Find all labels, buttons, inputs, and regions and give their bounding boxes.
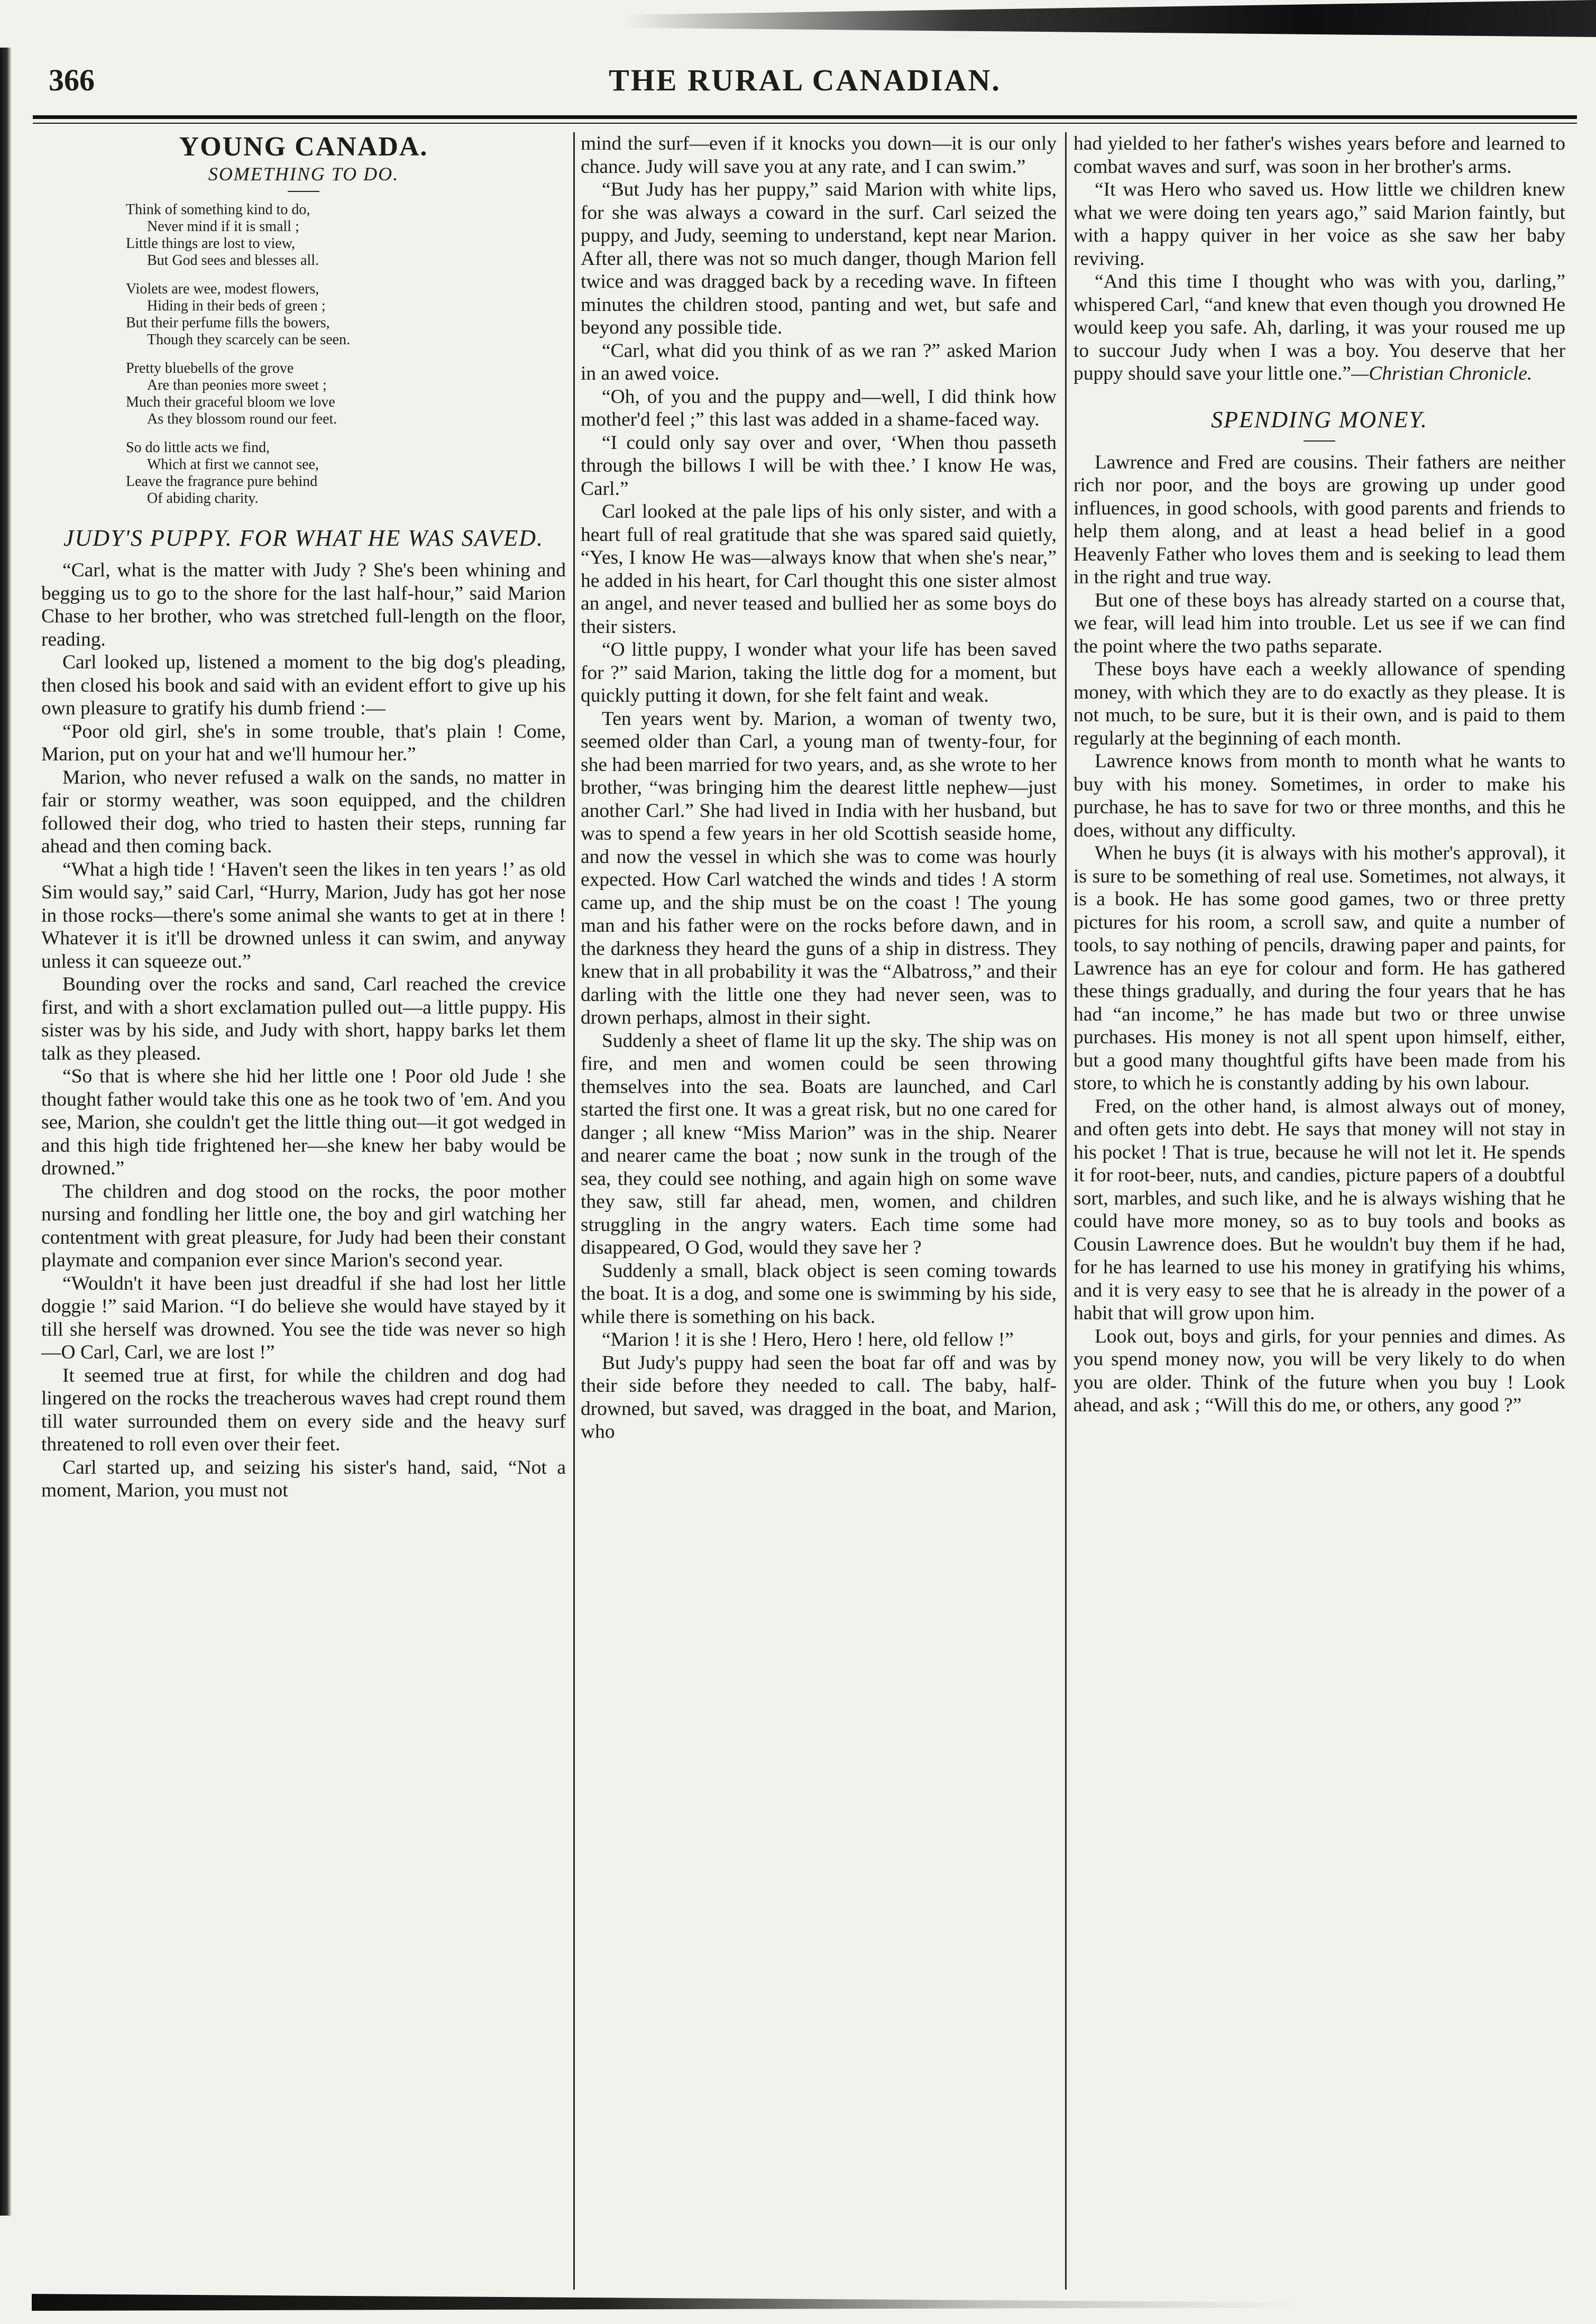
story-paragraph: Ten years went by. Marion, a woman of twenty two, seemed older than Carl, a young man of twenty-four, for she had been married for two years, and, as she wrote to her brother, “was bringing him the dearest little nephew—just another Carl.” She had lived in India with her husband, but was to spend a few years in her old Scottish seaside home, and now the vessel in which she was to come was hourly expected. How Carl watched the winds and tides ! A storm came up, and the ship must be on the coast ! The young man and his father were on the rocks before dawn, and in the darkness they heard the guns of a ship in distress. They knew that in all probability it was the “Albatross,” and their darling with the little one they had never seen, was to drown perhaps, almost in their sight. [581, 708, 1057, 1028]
story-paragraph: Bounding over the rocks and sand, Carl reached the crevice first, and with a short exclamation pulled out—a little puppy. His sister was by his side, and Judy with short, happy barks let them talk as they pleased. [41, 973, 566, 1064]
story-paragraph: Marion, who never refused a walk on the sands, no matter in fair or stormy weather, was soon equipped, and the children followed their dog, who tried to hasten their steps, running far ahead and then coming back. [41, 766, 566, 857]
scan-smear-bottom [32, 2290, 1301, 2311]
column-2 [581, 132, 1057, 2290]
poem-line: Which at first we cannot see, [147, 456, 319, 473]
article-paragraph: Fred, on the other hand, is almost always out of money, and often gets into debt. He says that money will not stay in his pocket ! That is true, because he will not let it. He spends it for root-beer, nuts, and candies, picture papers of a doubtful sort, marbles, and such like, and he is always wishing that he could have more money, so as to buy tools and books as Cousin Lawrence does. But he wouldn't buy them if he had, for he has learned to use his money in gratifying his whims, and it is very easy to see that he is already in the power of a habit that will grow upon him. [1074, 1095, 1565, 1324]
article-paragraph: Lawrence knows from month to month what he wants to buy with his money. Sometimes, in order to make his purchase, he has to save for two or three months, and this he does, without any difficulty. [1074, 750, 1565, 841]
article-paragraph: Look out, boys and girls, for your pennies and dimes. As you spend money now, you will be very likely to do when you are older. Think of the future when you buy ! Look ahead, and ask ; “Will this do me, or others, any good ?” [1074, 1325, 1565, 1416]
poem-line: But their perfume fills the bowers, [126, 315, 330, 331]
poem-line: Much their graceful bloom we love [126, 394, 335, 410]
poem-line: Never mind if it is small ; [147, 218, 299, 235]
scan-edge-left [0, 48, 12, 2216]
story-paragraph [1074, 270, 1565, 385]
poem-line: Though they scarcely can be seen. [147, 332, 351, 348]
story-paragraph: “Poor old girl, she's in some trouble, that's plain ! Come, Marion, put on your hat and we'll humour her.” [41, 720, 566, 765]
story-attribution: —Christian Chronicle. [1351, 363, 1533, 384]
column-3 [1074, 132, 1565, 2290]
poem-line: As they blossom round our feet. [147, 411, 337, 427]
story-paragraph: “I could only say over and over, ‘When thou passeth through the billows I will be with thee.’ I know He was, Carl.” [581, 431, 1057, 500]
page-number: 366 [49, 63, 95, 97]
story-paragraph: “What a high tide ! ‘Haven't seen the likes in ten years !’ as old Sim would say,” said Carl, “Hurry, Marion, Judy has got her nose in those rocks—there's some animal she wants to get at in there ! Whatever it is it'll be drowned unless it can swim, and anyway unless it can squeeze out.” [41, 858, 566, 972]
story-paragraph: But Judy's puppy had seen the boat far off and was by their side before they needed to call. The baby, half-drowned, but saved, was dragged in the boat, and Marion, who [581, 1352, 1057, 1443]
story-paragraph: “Carl, what did you think of as we ran ?” asked Marion in an awed voice. [581, 339, 1057, 384]
poem-line: Violets are wee, modest flowers, [126, 281, 319, 297]
poem-line: Little things are lost to view, [126, 235, 296, 252]
poem-stanza [41, 201, 566, 269]
poem-title-rule [288, 191, 319, 192]
story-paragraph: “O little puppy, I wonder what your life has been saved for ?” said Marion, taking the little dog for a moment, but quickly putting it down, for she felt faint and weak. [581, 639, 1057, 706]
story-paragraph: “But Judy has her puppy,” said Marion with white lips, for she was always a coward in the surf. Carl seized the puppy, and Judy, seeming to understand, kept near Marion. After all, there was not so much danger, though Marion fell twice and was dragged back by a receding wave. In fifteen minutes the children stood, panting and wet, but safe and beyond any possible tide. [581, 179, 1057, 338]
poem-line: So do little acts we find, [126, 439, 270, 456]
story-title: JUDY'S PUPPY. FOR WHAT HE WAS SAVED. [63, 525, 544, 551]
masthead: THE RURAL CANADIAN. [609, 63, 1001, 97]
story-paragraph: Suddenly a sheet of flame lit up the sky. The ship was on fire, and men and women could be seen throwing themselves into the sea. Boats are launched, and Carl started the first one. It was a great risk, but no one cared for danger ; all knew “Miss Marion” was in the ship. Nearer and nearer came the boat ; now sunk in the trough of the sea, they could see nothing, and again high on some wave they saw, still far ahead, men, women, and children struggling in the angry waters. Each time some had disappeared, O God, would they save her ? [581, 1030, 1057, 1259]
page-header [33, 57, 1577, 126]
article-paragraph: But one of these boys has already started on a course that, we fear, will lead him into trouble. Let us see if we can find the point where the two paths separate. [1074, 589, 1565, 657]
story-paragraph: “Oh, of you and the puppy and—well, I did think how mother'd feel ;” this last was added in a shame-faced way. [581, 385, 1057, 430]
column-rule-2 [1065, 132, 1067, 2290]
poem-line: Of abiding charity. [147, 490, 259, 507]
poem-title: SOMETHING TO DO. [208, 163, 399, 185]
header-rule-thick [33, 115, 1577, 119]
section-title-rule [1304, 440, 1335, 442]
story-paragraph: “Marion ! it is she ! Hero, Hero ! here, old fellow !” [602, 1329, 1014, 1351]
poem [41, 201, 566, 507]
story-paragraph: had yielded to her father's wishes years before and learned to combat waves and surf, was soon in her brother's arms. [1074, 133, 1565, 178]
poem-line: Think of something kind to do, [126, 201, 310, 218]
poem-stanza [41, 281, 566, 348]
poem-stanza [41, 360, 566, 428]
story-paragraph: Carl looked up, listened a moment to the big dog's pleading, then closed his book and said with an evident effort to give up his own pleasure to gratify his dumb friend :— [41, 651, 566, 719]
column-rule-1 [573, 132, 575, 2290]
poem-line: Pretty bluebells of the grove [126, 360, 294, 376]
poem-line: Leave the fragrance pure behind [126, 473, 318, 490]
story-paragraph: Suddenly a small, black object is seen coming towards the boat. It is a dog, and some one is swimming by his side, while there is something on his back. [581, 1260, 1057, 1328]
story-paragraph: Carl looked at the pale lips of his only sister, and with a heart full of real gratitude that she was spared said quietly, “Yes, I know He was—always know that when she's near,” he added in his heart, for Carl thought this one sister almost an angel, and never teased and bullied her as some boys do their sisters. [581, 501, 1057, 638]
poem-line: Are than peonies more sweet ; [147, 377, 327, 393]
story-paragraph: “So that is where she hid her little one ! Poor old Jude ! she thought father would take this one as he took two of 'em. And you see, Marion, she couldn't get the little thing out—it got wedged in and this high tide frightened her—she knew her baby would be drowned.” [41, 1065, 566, 1179]
story-final-text: “And this time I thought who was with you, darling,” whispered Carl, “and knew that even though you drowned He would keep you safe. Ah, darling, it was your roused me up to succour Judy when I was a boy. You deserve that her puppy should save your little one.” [1074, 271, 1565, 384]
section-title-spending-money: SPENDING MONEY. [1211, 406, 1428, 433]
article-paragraph: Lawrence and Fred are cousins. Their fathers are neither rich nor poor, and the boys are growing up under good influences, in good schools, with good parents and friends to help them along, and at least a head belief in a good Heavenly Father who loves them and is seeking to lead them in the right and true way. [1074, 451, 1565, 588]
story-paragraph: It seemed true at first, for while the children and dog had lingered on the rocks the treacherous waves had crept round them till water surrounded them on every side and the heavy surf threatened to roll even over their feet. [41, 1364, 566, 1455]
article-paragraph: These boys have each a weekly allowance of spending money, with which they are to do exactly as they please. It is not much, to be sure, but it is their own, and is paid to them regularly at the beginning of each month. [1074, 658, 1565, 749]
story-paragraph: The children and dog stood on the rocks, the poor mother nursing and fondling her little one, the boy and girl watching her contentment with great pleasure, for Judy had been their constant playmate and companion ever since Marion's second year. [41, 1180, 566, 1271]
header-rule-thin [33, 123, 1577, 124]
story-paragraph: “Carl, what is the matter with Judy ? She's been whining and begging us to go to the shore for the last half-hour,” said Marion Chase to her brother, who was stretched full-length on the floor, reading. [41, 559, 566, 650]
story-paragraph: mind the surf—even if it knocks you down—it is our only chance. Judy will save you at any rate, and I can swim.” [581, 133, 1057, 178]
story-paragraph: “Wouldn't it have been just dreadful if she had lost her little doggie !” said Marion. “I do believe she would have stayed by it till she herself was drowned. You see the tide was never so high—O Carl, Carl, we are lost !” [41, 1272, 566, 1363]
story-paragraph: “It was Hero who saved us. How little we children knew what we were doing ten years ago,” said Marion faintly, but with a happy quiver in her voice as she saw her baby reviving. [1074, 179, 1565, 270]
poem-line: But God sees and blesses all. [147, 252, 319, 269]
story-paragraph: Carl started up, and seizing his sister's hand, said, “Not a moment, Marion, you must not [41, 1456, 566, 1501]
scan-smear-top [624, 0, 1596, 37]
section-title-young-canada: YOUNG CANADA. [179, 132, 428, 162]
poem-line: Hiding in their beds of green ; [147, 298, 326, 314]
article-paragraph: When he buys (it is always with his mother's approval), it is sure to be something of real use. Sometimes, not always, it is a book. He has some good games, two or three pretty pictures for his room, a scroll saw, and quite a number of tools, to say nothing of pencils, drawing paper and paints, for Lawrence has an eye for colour and form. He has gathered these things gradually, and during the four years that he has had “an income,” he has made but two or three unwise purchases. His money is not all spent upon himself, either, but a good many thoughtful gifts have been made from his store, to which he is constantly adding by his own labour. [1074, 842, 1565, 1094]
poem-stanza [41, 439, 566, 507]
column-1 [41, 132, 566, 2290]
